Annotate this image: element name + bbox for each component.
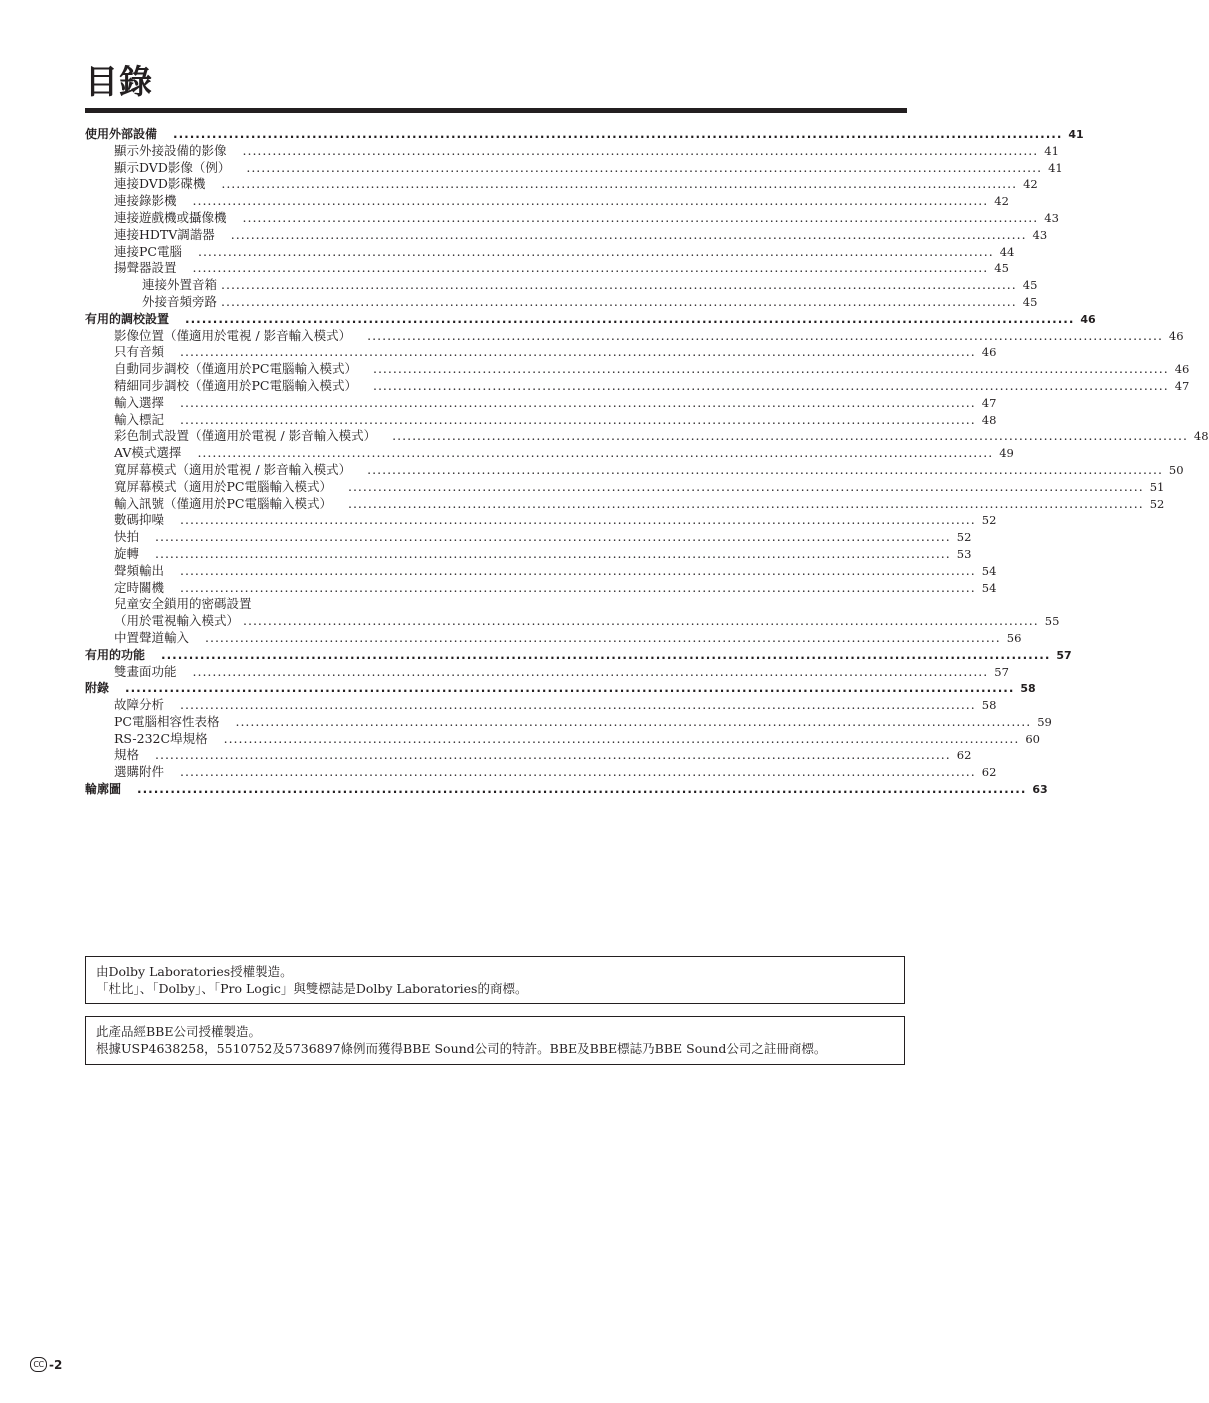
toc-entry-label: 輸入訊號（僅適用於PC電腦輸入模式） bbox=[114, 495, 332, 511]
toc-entry bbox=[85, 562, 997, 580]
toc-entry bbox=[85, 327, 1184, 345]
toc-entry-label: 連接錄影機 bbox=[114, 193, 177, 209]
toc-page-number: 51 bbox=[1149, 479, 1165, 494]
page-footer bbox=[30, 1357, 62, 1372]
toc-entry bbox=[85, 142, 1059, 160]
toc-dot-leader: ................................................................................................................................................................ bbox=[173, 127, 1063, 141]
toc-entry-label: 連接遊戲機或攝像機 bbox=[114, 209, 227, 225]
toc-entry bbox=[85, 277, 1038, 294]
toc-dot-leader: ................................................................................................................................................................ bbox=[221, 293, 1017, 309]
toc-page-number: 47 bbox=[1174, 378, 1190, 393]
toc-entry bbox=[85, 411, 997, 429]
toc-page-number: 56 bbox=[1006, 630, 1022, 645]
toc-entry bbox=[85, 730, 1040, 748]
toc-entry-label: 故障分析 bbox=[114, 697, 165, 713]
toc-entry-label: 寬屏幕模式（適用於電視 / 影音輸入模式） bbox=[114, 461, 352, 477]
toc-page-number: 46 bbox=[981, 345, 997, 360]
toc-entry bbox=[85, 209, 1059, 227]
toc-page-number: 62 bbox=[956, 748, 972, 763]
toc-dot-leader: ................................................................................................................................................................ bbox=[192, 663, 989, 679]
notice-line: 由Dolby Laboratories授權製造。 bbox=[96, 964, 293, 979]
toc-dot-leader: ................................................................................................................................................................ bbox=[242, 209, 1039, 225]
toc-page-number: 59 bbox=[1037, 714, 1052, 729]
page-number: -2 bbox=[49, 1357, 63, 1372]
toc-dot-leader: ................................................................................................................................................................ bbox=[367, 461, 1163, 477]
toc-dot-leader: ................................................................................................................................................................ bbox=[223, 730, 1020, 746]
toc-entry-label: 快拍 bbox=[114, 529, 140, 545]
toc-dot-leader: ................................................................................................................................................................ bbox=[205, 629, 1001, 645]
toc-section bbox=[85, 680, 1036, 697]
toc-entry bbox=[85, 579, 997, 597]
toc-dot-leader: ................................................................................................................................................................ bbox=[180, 562, 976, 578]
toc-entry bbox=[85, 764, 997, 781]
toc-entry-label: 自動同步調校（僅適用於PC電腦輸入模式） bbox=[114, 361, 357, 377]
toc-entry bbox=[85, 394, 997, 412]
toc-dot-leader: ................................................................................................................................................................ bbox=[197, 445, 994, 461]
toc-page-number: 43 bbox=[1044, 210, 1059, 225]
toc-dot-leader: ................................................................................................................................................................ bbox=[180, 394, 976, 410]
toc-page-number: 47 bbox=[981, 395, 997, 410]
toc-entry-label: 有用的功能 bbox=[85, 647, 146, 662]
toc-page-number: 41 bbox=[1044, 143, 1059, 158]
toc-entry-label: （用於電視輸入模式） bbox=[114, 613, 240, 629]
toc-entry-label: 附錄 bbox=[85, 681, 110, 696]
toc-page-number: 48 bbox=[1193, 429, 1209, 444]
toc-dot-leader: ................................................................................................................................................................ bbox=[125, 681, 1015, 696]
toc-entry-label: 兒童安全鎖用的密碼設置 bbox=[114, 596, 252, 612]
toc-entry bbox=[85, 260, 1009, 277]
toc-entry-label: 旋轉 bbox=[114, 545, 140, 561]
toc-page-number: 54 bbox=[981, 563, 997, 578]
page-title: 目錄 bbox=[85, 62, 153, 101]
toc-entry-label: 寬屏幕模式（適用於PC電腦輸入模式） bbox=[114, 478, 332, 494]
toc-page-number: 42 bbox=[1023, 177, 1038, 192]
toc-page-number: 52 bbox=[981, 513, 997, 528]
toc-dot-leader: ................................................................................................................................................................ bbox=[392, 428, 1188, 444]
toc-entry-label: 連接DVD影碟機 bbox=[114, 176, 206, 192]
toc-page-number: 41 bbox=[1048, 160, 1063, 175]
toc-dot-leader: ................................................................................................................................................................ bbox=[197, 243, 994, 259]
toc-dot-leader: ................................................................................................................................................................ bbox=[192, 260, 989, 276]
table-of-contents bbox=[85, 126, 1209, 798]
notice-line: 「杜比」、「Dolby」、「Pro Logic」與雙標誌是Dolby Laboratories的商標。 bbox=[96, 981, 528, 996]
toc-entry-label: 揚聲器設置 bbox=[114, 260, 177, 276]
toc-entry bbox=[85, 495, 1165, 513]
toc-entry bbox=[85, 713, 1052, 731]
toc-page-number: 46 bbox=[1168, 328, 1184, 343]
toc-entry bbox=[85, 512, 997, 529]
toc-entry-label: 影像位置（僅適用於電視 / 影音輸入模式） bbox=[114, 327, 352, 343]
toc-entry-label: 只有音頻 bbox=[114, 344, 165, 360]
toc-dot-leader: ................................................................................................................................................................ bbox=[347, 495, 1144, 511]
toc-entry-label: 選購附件 bbox=[114, 764, 165, 780]
toc-entry bbox=[85, 226, 1048, 244]
toc-entry-label: 外接音頻旁路 bbox=[142, 293, 218, 309]
notice-line: 根據USP4638258，5510752及5736897條例而獲得BBE Sound公司的特許。BBE及BBE標誌乃BBE Sound公司之註冊商標。 bbox=[96, 1041, 827, 1056]
toc-entry bbox=[85, 445, 1014, 462]
toc-entry bbox=[85, 545, 972, 563]
toc-dot-leader: ................................................................................................................................................................ bbox=[155, 529, 951, 545]
toc-entry-label: AV模式選擇 bbox=[114, 445, 182, 461]
toc-entry-label: 聲頻輸出 bbox=[114, 562, 165, 578]
toc-dot-leader: ................................................................................................................................................................ bbox=[180, 344, 976, 360]
toc-page-number: 52 bbox=[956, 530, 972, 545]
toc-entry-label: 輪廓圖 bbox=[85, 782, 122, 797]
toc-entry-label: 顯示DVD影像（例） bbox=[114, 159, 231, 175]
toc-entry-label: 有用的調校設置 bbox=[85, 311, 170, 326]
toc-page-number: 55 bbox=[1044, 614, 1060, 629]
toc-entry bbox=[85, 596, 480, 613]
bbe-notice bbox=[85, 1016, 905, 1065]
toc-entry bbox=[85, 747, 972, 764]
toc-dot-leader: ................................................................................................................................................................ bbox=[230, 226, 1027, 242]
toc-dot-leader: ................................................................................................................................................................ bbox=[192, 193, 989, 209]
title-divider bbox=[85, 108, 907, 113]
toc-page-number: 57 bbox=[1056, 648, 1072, 662]
toc-page-number: 46 bbox=[1080, 312, 1096, 326]
toc-dot-leader: ................................................................................................................................................................ bbox=[180, 512, 976, 528]
toc-entry bbox=[85, 428, 1209, 445]
toc-entry bbox=[85, 478, 1165, 496]
toc-page-number: 45 bbox=[1022, 294, 1038, 309]
toc-entry bbox=[85, 529, 972, 546]
toc-dot-leader: ................................................................................................................................................................ bbox=[243, 613, 1039, 629]
toc-entry-label: 輸入選擇 bbox=[114, 394, 165, 410]
toc-entry bbox=[85, 629, 1022, 647]
toc-entry-label: 使用外部設備 bbox=[85, 127, 158, 141]
toc-page-number: 48 bbox=[981, 412, 997, 427]
toc-dot-leader: ................................................................................................................................................................ bbox=[180, 764, 976, 780]
toc-page-number: 58 bbox=[981, 698, 997, 713]
toc-entry-label: 連接HDTV調諧器 bbox=[114, 226, 215, 242]
toc-entry bbox=[85, 293, 1038, 311]
toc-dot-leader: ................................................................................................................................................................ bbox=[185, 311, 1075, 326]
toc-entry bbox=[85, 159, 1063, 177]
toc-page-number: 60 bbox=[1025, 731, 1040, 746]
toc-dot-leader: ................................................................................................................................................................ bbox=[155, 747, 951, 763]
toc-page-number: 42 bbox=[994, 194, 1009, 209]
toc-dot-leader: ................................................................................................................................................................ bbox=[372, 361, 1169, 377]
toc-section bbox=[85, 781, 1048, 798]
toc-page-number: 45 bbox=[994, 261, 1009, 276]
dolby-notice bbox=[85, 956, 905, 1004]
notice-line: 此產品經BBE公司授權製造。 bbox=[96, 1024, 261, 1039]
toc-entry-label: RS-232C埠規格 bbox=[114, 730, 208, 746]
toc-dot-leader: ................................................................................................................................................................ bbox=[246, 159, 1043, 175]
toc-dot-leader: ................................................................................................................................................................ bbox=[221, 277, 1017, 293]
toc-dot-leader: ................................................................................................................................................................ bbox=[367, 327, 1163, 343]
toc-dot-leader: ................................................................................................................................................................ bbox=[221, 176, 1018, 192]
toc-entry bbox=[85, 243, 1015, 261]
toc-entry-label: 定時關機 bbox=[114, 579, 165, 595]
toc-entry bbox=[85, 377, 1190, 395]
toc-entry-label: 連接PC電腦 bbox=[114, 243, 182, 259]
toc-page-number: 58 bbox=[1020, 682, 1036, 696]
toc-entry bbox=[85, 176, 1038, 193]
toc-entry bbox=[85, 193, 1009, 210]
toc-page-number: 44 bbox=[999, 244, 1015, 259]
toc-entry-label: 中置聲道輸入 bbox=[114, 629, 190, 645]
toc-page-number: 45 bbox=[1022, 278, 1038, 293]
toc-page-number: 43 bbox=[1032, 227, 1048, 242]
toc-entry bbox=[85, 613, 1060, 630]
toc-entry-label: 彩色制式設置（僅適用於電視 / 影音輸入模式） bbox=[114, 428, 377, 444]
toc-dot-leader: ................................................................................................................................................................ bbox=[242, 142, 1039, 158]
toc-page-number: 46 bbox=[1174, 362, 1190, 377]
toc-entry-label: 顯示外接設備的影像 bbox=[114, 142, 227, 158]
toc-section bbox=[85, 126, 1084, 143]
toc-dot-leader: ................................................................................................................................................................ bbox=[137, 782, 1027, 797]
toc-entry-label: 精細同步調校（僅適用於PC電腦輸入模式） bbox=[114, 377, 357, 393]
toc-entry bbox=[85, 344, 997, 361]
toc-page-number: 53 bbox=[956, 546, 972, 561]
toc-dot-leader: ................................................................................................................................................................ bbox=[180, 411, 976, 427]
toc-dot-leader: ................................................................................................................................................................ bbox=[155, 545, 951, 561]
toc-section bbox=[85, 647, 1072, 664]
toc-page-number: 52 bbox=[1149, 496, 1165, 511]
toc-dot-leader: ................................................................................................................................................................ bbox=[235, 713, 1032, 729]
toc-dot-leader: ................................................................................................................................................................ bbox=[347, 478, 1144, 494]
toc-entry-label: PC電腦相容性表格 bbox=[114, 713, 220, 729]
toc-dot-leader: ................................................................................................................................................................ bbox=[180, 579, 976, 595]
toc-dot-leader: ................................................................................................................................................................ bbox=[180, 697, 976, 713]
toc-entry-label: 連接外置音箱 bbox=[142, 277, 218, 293]
toc-entry-label: 規格 bbox=[114, 747, 140, 763]
toc-entry bbox=[85, 663, 1009, 681]
toc-dot-leader: ................................................................................................................................................................ bbox=[372, 377, 1169, 393]
toc-page-number: 63 bbox=[1032, 783, 1048, 797]
toc-page-number: 50 bbox=[1168, 462, 1184, 477]
toc-entry-label: 輸入標記 bbox=[114, 411, 165, 427]
toc-page-number: 57 bbox=[994, 664, 1009, 679]
toc-page-number: 54 bbox=[981, 580, 997, 595]
toc-section bbox=[85, 311, 1096, 328]
language-cc-icon: CC bbox=[30, 1357, 47, 1372]
toc-entry bbox=[85, 697, 997, 714]
toc-dot-leader: ................................................................................................................................................................ bbox=[161, 647, 1051, 662]
toc-entry bbox=[85, 361, 1190, 378]
toc-page-number: 41 bbox=[1068, 128, 1084, 141]
toc-entry bbox=[85, 461, 1184, 479]
toc-page-number: 62 bbox=[981, 765, 997, 780]
toc-entry-label: 數碼抑噪 bbox=[114, 512, 165, 528]
toc-page-number: 49 bbox=[999, 446, 1014, 461]
toc-entry-label: 雙畫面功能 bbox=[114, 663, 177, 679]
